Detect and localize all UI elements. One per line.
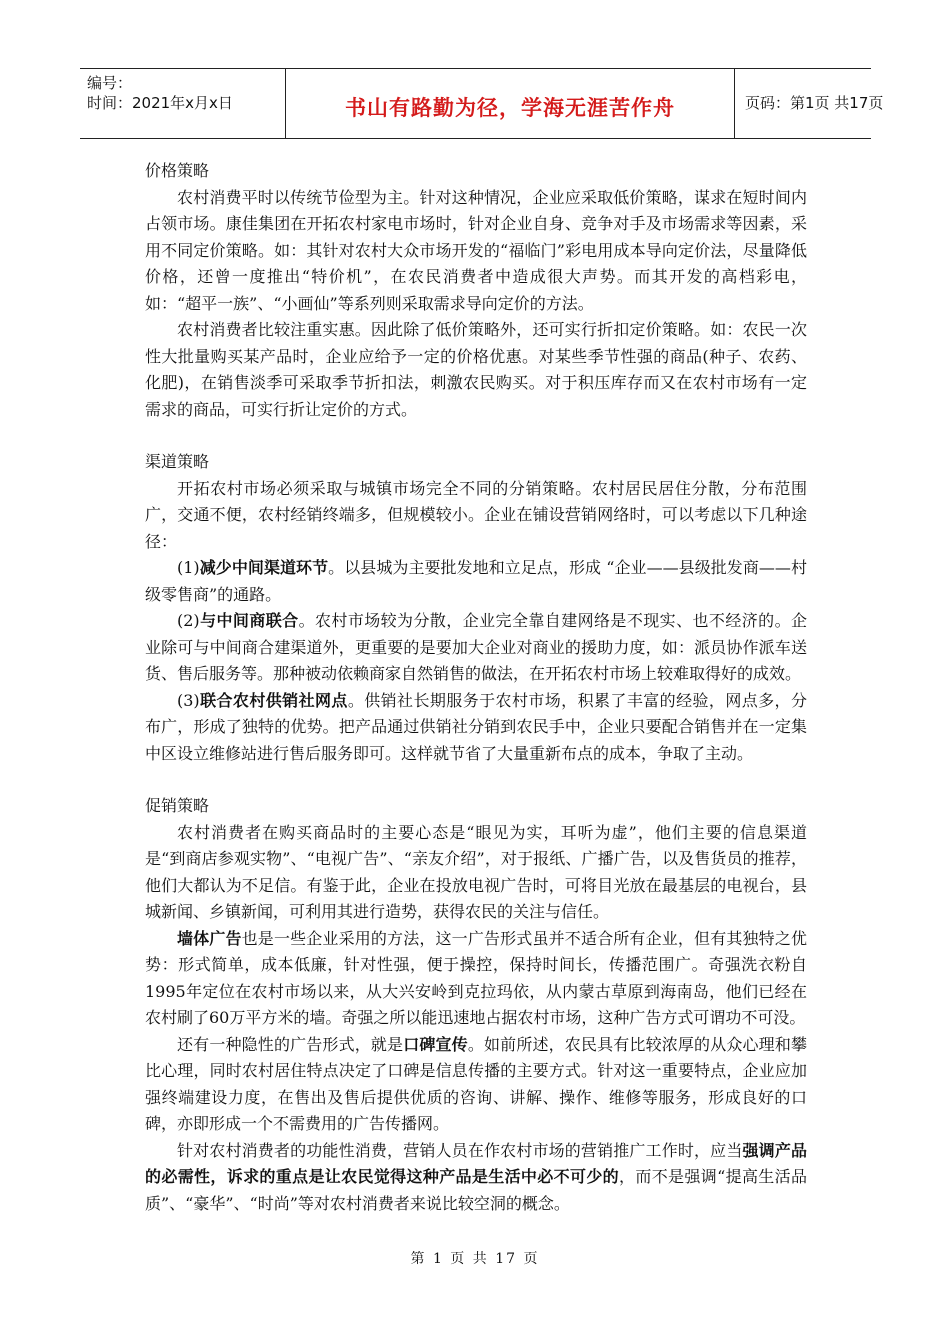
paragraph-text: 。如前所述，农民具有比较浓厚的从众心理和攀比心理，同时农村居住特点决定了口碑是信息传播的主要方式。针对这一重要特点，企业应加强终端建设力度，在售出及售后提供优质的咨询、讲解、操作、维修等服务，形成良好的口碑，亦即形成一个不需费用的广告传播网。 [145, 1034, 807, 1133]
header-page-cell [733, 69, 884, 138]
paragraph-text: 也是一些企业采用的方法，这一广告形式虽并不适合所有企业，但有其独特之优势：形式简单，成本低廉，针对性强，便于操控，保持时间长，传播范围广。奇强洗衣粉自1995年定位在农村市场以来，从大兴安岭到克拉玛依，从内蒙古草原到海南岛，他们已经在农村刷了60万平方米的墙。奇强之所以能迅速地占据农村市场，这种广告方式可谓功不可没。 [145, 928, 807, 1027]
list-item [145, 688, 807, 768]
header-meta-cell [80, 69, 285, 138]
section-heading-channel: 渠道策略 [145, 452, 210, 471]
bold-phrase: 墙体广告 [177, 928, 242, 948]
list-number: (1) [177, 558, 200, 577]
document-date-label: 时间：2021年x月x日 [87, 94, 233, 112]
bold-phrase: 口碑宣传 [403, 1034, 468, 1054]
bold-phrase: 减少中间渠道环节 [199, 558, 329, 577]
paragraph-text: 还有一种隐性的广告形式，就是 [177, 1034, 404, 1054]
bold-phrase: 联合农村供销社网点 [199, 690, 348, 710]
paragraph [145, 1138, 807, 1218]
page-footer: 第 1 页 共 17 页 [410, 1251, 540, 1267]
list-item [145, 608, 807, 688]
section-heading-pricing: 价格策略 [145, 161, 210, 180]
paragraph-text: 针对农村消费者的功能性消费，营销人员在作农村市场的营销推广工作时，应当 [177, 1140, 743, 1160]
list-text: 。供销社长期服务于农村市场，积累了丰富的经验，网点多，分布广，形成了独特的优势。把产品通过供销社分销到农民手中，企业只要配合销售并在一定集中区设立维修站进行售后服务即可。这样就节省了大量重新布点的成本，争取了主动。 [145, 690, 807, 763]
header-motto: 书山有路勤为径，学海无涯苦作舟 [345, 96, 675, 120]
document-number-label: 编号： [87, 74, 133, 92]
list-number: (3) [177, 690, 200, 710]
paragraph: 农村消费平时以传统节俭型为主。针对这种情况，企业应采取低价策略，谋求在短时间内占领市场。康佳集团在开拓农村家电市场时，针对企业自身、竞争对手及市场需求等因素，采用不同定价策略。如：其针对农村大众市场开发的“福临门”彩电用成本导向定价法，尽量降低价格，还曾一度推出“特价机”，在农民消费者中造成很大声势。而其开发的高档彩电，如：“超平一族”、“小画仙”等系列则采取需求导向定价的方法。 [145, 187, 807, 313]
section-heading-promotion: 促销策略 [145, 796, 210, 815]
document-body [145, 158, 807, 1217]
list-text: 。农村市场较为分散，企业完全靠自建网络是不现实、也不经济的。企业除可与中间商合建渠道外，更重要的是要加大企业对商业的援助力度，如：派员协作派车送货、售后服务等。那种被动依赖商家自然销售的做法，在开拓农村市场上较难取得好的成效。 [145, 611, 807, 683]
header-page-label: 页码：第1页 共17页 [745, 94, 884, 112]
paragraph: 农村消费者在购买商品时的主要心态是“眼见为实，耳听为虚”，他们主要的信息渠道是“到商店参观实物”、“电视广告”、“亲友介绍”，对于报纸、广播广告，以及售货员的推荐，他们大都认为不足信。有鉴于此，企业在投放电视广告时，可将目光放在最基层的电视台，县城新闻、乡镇新闻，可利用其进行造势，获得农民的关注与信任。 [145, 822, 807, 921]
document-header [80, 68, 884, 139]
list-item [145, 555, 807, 608]
paragraph [145, 926, 807, 1032]
header-motto-cell [285, 69, 735, 138]
paragraph: 开拓农村市场必须采取与城镇市场完全不同的分销策略。农村居民居住分散，分布范围广，交通不便，农村经销终端多，但规模较小。企业在铺设营销网络时，可以考虑以下几种途径： [145, 478, 807, 551]
paragraph-text: ，而不是强调“提高生活品质”、“豪华”、“时尚”等对农村消费者来说比较空洞的概念。 [145, 1167, 807, 1213]
bold-phrase: 强调产品的必需性，诉求的重点是让农民觉得这种产品是生活中必不可少的 [145, 1140, 807, 1186]
bold-phrase: 与中间商联合 [199, 611, 299, 630]
paragraph: 农村消费者比较注重实惠。因此除了低价策略外，还可实行折扣定价策略。如：农民一次性大批量购买某产品时，企业应给予一定的价格优惠。对某些季节性强的商品(种子、农药、化肥)，在销售淡季可采取季节折扣法，刺激农民购买。对于积压库存而又在农村市场有一定需求的商品，可实行折让定价的方式。 [145, 320, 807, 419]
list-text: 。以县城为主要批发地和立足点，形成 “企业——县级批发商——村级零售商”的通路。 [145, 558, 807, 604]
paragraph [145, 1032, 807, 1138]
list-number: (2) [177, 611, 200, 630]
